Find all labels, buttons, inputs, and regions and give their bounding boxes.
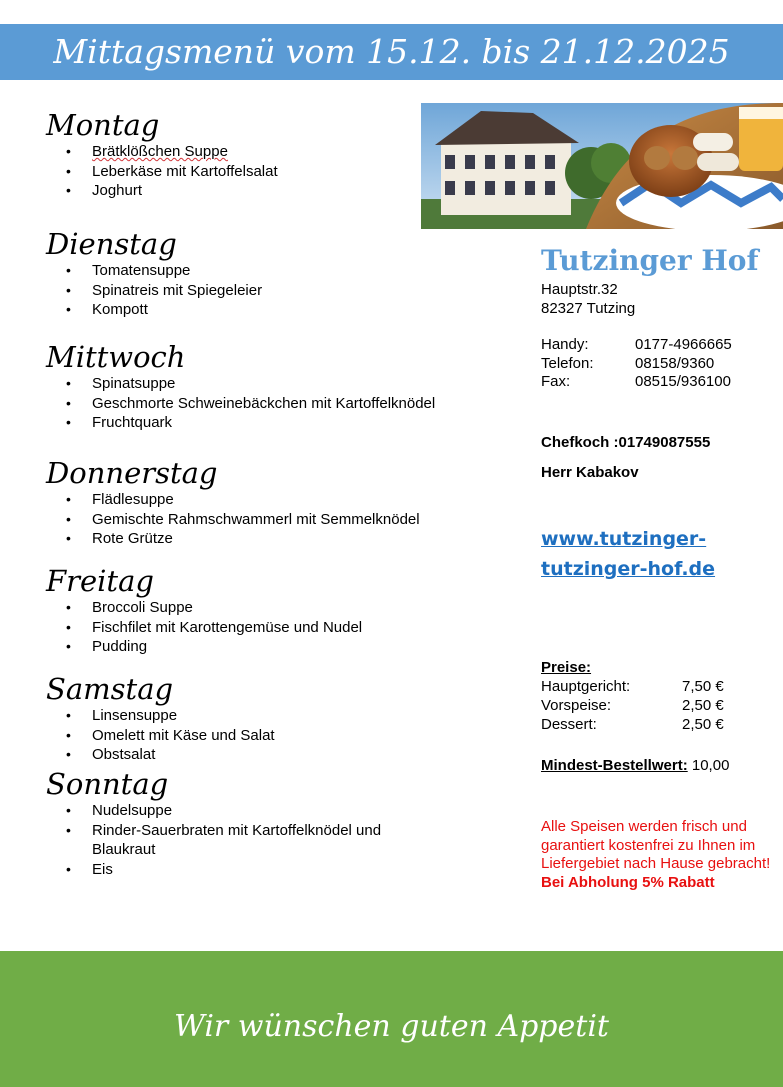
dish: • Fischfilet mit Karottengemüse und Nudel: [46, 618, 512, 638]
dish: • Eis: [46, 860, 462, 880]
contact-label: Telefon:: [541, 355, 594, 372]
restaurant-photo: [421, 103, 783, 229]
footer-greeting: Wir wünschen guten Appetit: [174, 1009, 609, 1044]
page-title: Mittagsmenü vom 15.12. bis 21.12.2025: [53, 32, 730, 71]
price-value: 7,50 €: [682, 678, 724, 695]
price-label: Hauptgericht:: [541, 678, 631, 695]
restaurant-food-illustration-icon: [421, 103, 783, 229]
day-name: Samstag: [46, 672, 174, 706]
dish-list: [46, 374, 512, 433]
dish-list: [46, 598, 512, 657]
contact-label: Fax:: [541, 373, 571, 390]
promo-discount: Bei Abholung 5% Rabatt: [541, 873, 715, 891]
dish: • Tomatensuppe: [46, 261, 462, 281]
day-friday: [46, 564, 512, 657]
dish-list: [46, 801, 462, 879]
dish: • Fruchtquark: [46, 413, 462, 433]
address-street: Hauptstr.32: [541, 281, 618, 298]
day-wednesday: [46, 340, 512, 433]
website-link-line2[interactable]: tutzinger-hof.de: [541, 558, 716, 580]
day-tuesday: [46, 227, 462, 320]
day-monday: [46, 108, 462, 201]
contact-phone: [541, 355, 714, 373]
day-name: Dienstag: [46, 227, 177, 261]
dish: • Joghurt: [46, 181, 462, 201]
dish: • Kompott: [46, 300, 462, 320]
website-link-line1[interactable]: www.tutzinger-: [541, 528, 707, 550]
day-thursday: [46, 456, 512, 549]
dish-list: [46, 261, 462, 320]
dish: • Flädlesuppe: [46, 490, 462, 510]
day-name: Freitag: [46, 564, 154, 598]
chef-phone: 01749087555: [618, 434, 711, 451]
restaurant-name: Tutzinger Hof: [541, 244, 759, 277]
day-name: Sonntag: [46, 767, 169, 801]
min-order-label: Mindest-Bestellwert:: [541, 757, 688, 774]
price-starter: [541, 697, 724, 715]
min-order-value: 10,00: [691, 757, 730, 774]
chef-label: Chefkoch :: [541, 434, 619, 451]
delivery-promo: [541, 818, 777, 892]
minimum-order: [541, 757, 729, 775]
promo-text: Alle Speisen werden frisch und garantiert kostenfrei zu Ihnen im Liefergebiet nach Hause gebracht!: [541, 818, 771, 873]
contact-value: 0177-4966665: [635, 336, 732, 353]
dish: • Pudding: [46, 637, 462, 657]
dish: • Rinder-Sauerbraten mit Kartoffelknödel und Blaukraut: [46, 821, 422, 860]
price-main: [541, 678, 724, 696]
day-sunday: [46, 767, 462, 879]
day-name: Donnerstag: [46, 456, 218, 490]
dish: • Obstsalat: [46, 745, 462, 765]
contact-value: 08515/936100: [635, 373, 731, 390]
dish: • Geschmorte Schweinebäckchen mit Kartoffelknödel: [46, 394, 512, 414]
prices-heading: Preise:: [541, 659, 592, 676]
price-label: Vorspeise:: [541, 697, 612, 714]
dish-list: [46, 142, 462, 201]
chef-contact: [541, 434, 710, 452]
dish: • Rote Grütze: [46, 529, 462, 549]
footer-bar: [0, 951, 783, 1087]
address-city: 82327 Tutzing: [541, 300, 636, 317]
dish: • Omelett mit Käse und Salat: [46, 726, 462, 746]
day-name: Montag: [46, 108, 160, 142]
dish: • Spinatreis mit Spiegeleier: [46, 281, 462, 301]
price-value: 2,50 €: [682, 716, 724, 733]
price-value: 2,50 €: [682, 697, 724, 714]
dish: • Nudelsuppe: [46, 801, 462, 821]
contact-fax: [541, 373, 731, 391]
dish-text: Brätklößchen Suppe: [92, 143, 228, 160]
day-saturday: [46, 672, 462, 765]
dish: [46, 142, 462, 162]
contact-mobile: [541, 336, 732, 354]
dish: • Leberkäse mit Kartoffelsalat: [46, 162, 462, 182]
dish: • Linsensuppe: [46, 706, 462, 726]
dish: • Gemischte Rahmschwammerl mit Semmelknödel: [46, 510, 512, 530]
dish: • Spinatsuppe: [46, 374, 462, 394]
dish-list: [46, 490, 512, 549]
day-name: Mittwoch: [46, 340, 186, 374]
header-bar: [0, 24, 783, 80]
dish: • Broccoli Suppe: [46, 598, 462, 618]
contact-value: 08158/9360: [635, 355, 715, 372]
contact-label: Handy:: [541, 336, 589, 353]
price-dessert: [541, 716, 724, 734]
price-label: Dessert:: [541, 716, 597, 733]
dish-list: [46, 706, 462, 765]
chef-name: Herr Kabakov: [541, 464, 639, 481]
